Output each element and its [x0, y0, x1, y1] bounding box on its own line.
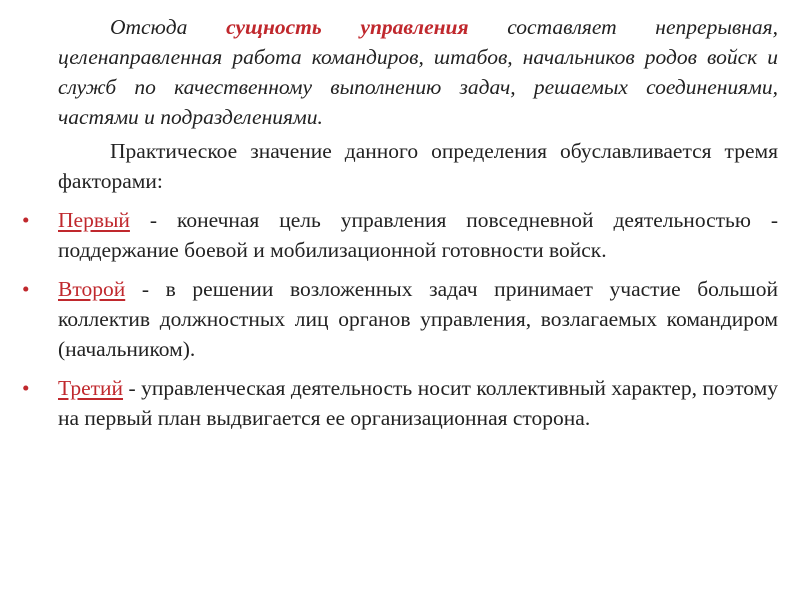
- bullet-text: - конечная цель управления повседневной деятельностью - поддержание боевой и мобилизационной готовности войск.: [58, 208, 778, 262]
- bullet-text: - управленческая деятельность носит коллективный характер, поэтому на первый план выдвигается ее организационная сторона.: [58, 376, 778, 430]
- bullet-keyword: Третий: [58, 376, 124, 400]
- bullet-keyword: Первый: [58, 208, 130, 232]
- list-item-third: [22, 373, 778, 433]
- bullet-icon: •: [22, 376, 30, 400]
- factors-paragraph: Практическое значение данного определения обуславливается тремя факторами:: [58, 139, 778, 193]
- bullet-icon: •: [22, 208, 30, 232]
- highlighted-term: сущность управления: [226, 15, 469, 39]
- bullet-icon: •: [22, 277, 30, 301]
- intro-rest: составляет непрерывная, целенаправленная работа командиров, штабов, начальников родов войск и служб по качественному выполнению задач, решаемых соединениями, частями и подразделениями.: [58, 15, 778, 129]
- bullet-text: - в решении возложенных задач принимает участие большой коллектив должностных лиц органов управления, возлагаемых командиром (начальником).: [58, 277, 778, 361]
- intro-paragraph: [58, 12, 778, 132]
- list-item-second: [22, 274, 778, 364]
- bullet-keyword: Второй: [58, 277, 126, 301]
- intro-prefix: Отсюда: [110, 15, 227, 39]
- factors-list: [22, 205, 778, 433]
- list-item-first: [22, 205, 778, 265]
